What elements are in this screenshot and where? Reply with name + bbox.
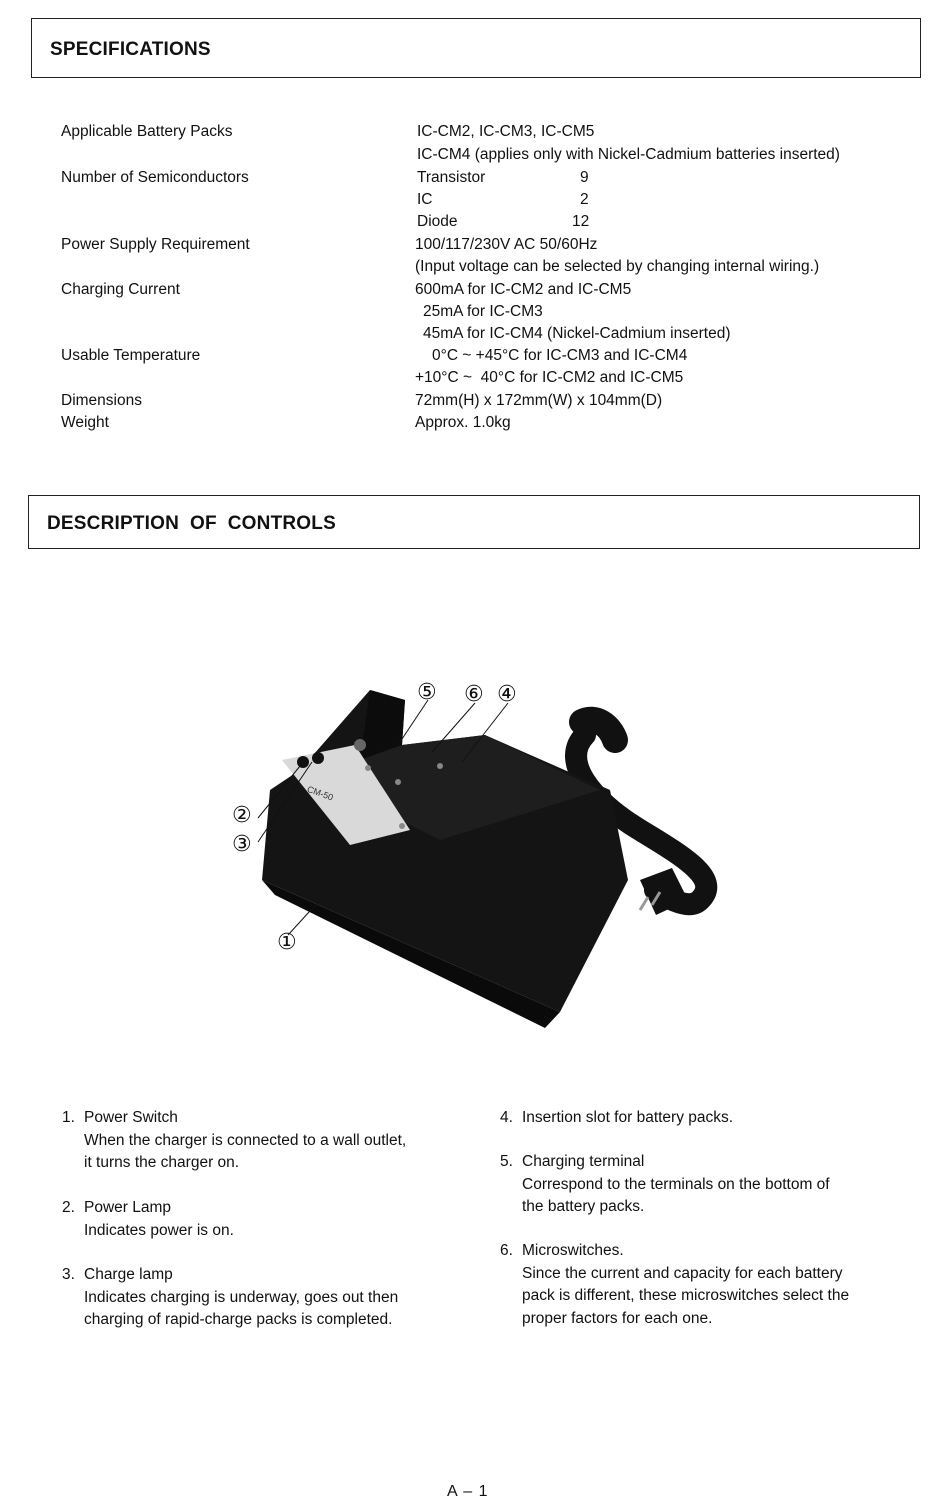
item-line: Indicates charging is underway, goes out then [84, 1288, 399, 1306]
spec-value-ic-count: 2 [580, 191, 589, 208]
spec-value-current-line3: 45mA for IC-CM4 (Nickel-Cadmium inserted) [423, 325, 731, 342]
spec-value-temp-line1: 0°C ~ +45°C for IC-CM3 and IC-CM4 [432, 347, 688, 364]
callout-6: ⑥ [464, 682, 484, 707]
spec-value-current-line1: 600mA for IC-CM2 and IC-CM5 [415, 281, 632, 298]
item-title: Power Lamp [84, 1199, 172, 1216]
spec-value-transistor-count: 9 [580, 169, 589, 186]
item-line: pack is different, these microswitches select the [522, 1287, 850, 1304]
item-number: 3. [62, 1266, 75, 1283]
specifications-title: SPECIFICATIONS [50, 39, 211, 60]
item-line: Correspond to the terminals on the bottom of [522, 1175, 830, 1193]
item-number: 1. [62, 1109, 75, 1126]
item-line: proper factors for each one. [522, 1309, 713, 1327]
item-number: 2. [62, 1199, 75, 1216]
page-number: A – 1 [447, 1483, 489, 1500]
item-title: Power Switch [84, 1109, 178, 1126]
spec-label-battery-packs: Applicable Battery Packs [61, 123, 233, 140]
item-title: Microswitches. [522, 1242, 624, 1259]
spec-value-ic: IC [417, 191, 433, 208]
item-title: Charging terminal [522, 1153, 645, 1170]
spec-value-diode-count: 12 [572, 213, 590, 230]
controls-title: DESCRIPTION OF CONTROLS [47, 513, 336, 534]
spec-value-temp-line2: +10°C ~ 40°C for IC-CM2 and IC-CM5 [415, 369, 684, 386]
item-line: it turns the charger on. [84, 1154, 240, 1171]
item-number: 4. [500, 1109, 513, 1126]
spec-value-power-line2: (Input voltage can be selected by changing internal wiring.) [415, 258, 820, 275]
callout-1: ① [277, 930, 297, 955]
item-line: When the charger is connected to a wall outlet, [84, 1131, 407, 1149]
spec-value-current-line2: 25mA for IC-CM3 [423, 303, 543, 320]
spec-value-diode: Diode [417, 213, 458, 230]
callout-3: ③ [232, 832, 252, 857]
item-line: Since the current and capacity for each battery [522, 1264, 843, 1282]
item-number: 5. [500, 1153, 513, 1170]
spec-label-dimensions: Dimensions [61, 392, 142, 409]
item-line: charging of rapid-charge packs is completed. [84, 1311, 393, 1328]
item-title: Charge lamp [84, 1266, 173, 1283]
spec-value-transistor: Transistor [417, 169, 486, 186]
callout-5: ⑤ [417, 680, 437, 705]
spec-label-semiconductors: Number of Semiconductors [61, 169, 249, 186]
spec-value-weight: Approx. 1.0kg [415, 414, 511, 431]
item-number: 6. [500, 1242, 513, 1259]
callout-4: ④ [497, 682, 517, 707]
spec-value-dimensions: 72mm(H) x 172mm(W) x 104mm(D) [415, 392, 663, 409]
spec-value-packs-line1: IC-CM2, IC-CM3, IC-CM5 [417, 123, 595, 140]
spec-label-power-supply: Power Supply Requirement [61, 236, 250, 253]
item-line: Indicates power is on. [84, 1221, 234, 1239]
svg-text:CM-50: CM-50 [305, 783, 335, 803]
spec-value-power-line1: 100/117/230V AC 50/60Hz [415, 236, 598, 253]
spec-label-charging-current: Charging Current [61, 281, 180, 298]
item-title: Insertion slot for battery packs. [522, 1109, 734, 1126]
spec-value-packs-line2: IC-CM4 (applies only with Nickel-Cadmium batteries inserted) [417, 146, 840, 163]
item-line: the battery packs. [522, 1198, 645, 1215]
spec-label-weight: Weight [61, 414, 109, 431]
callout-2: ② [232, 803, 252, 828]
spec-label-temperature: Usable Temperature [61, 347, 201, 364]
